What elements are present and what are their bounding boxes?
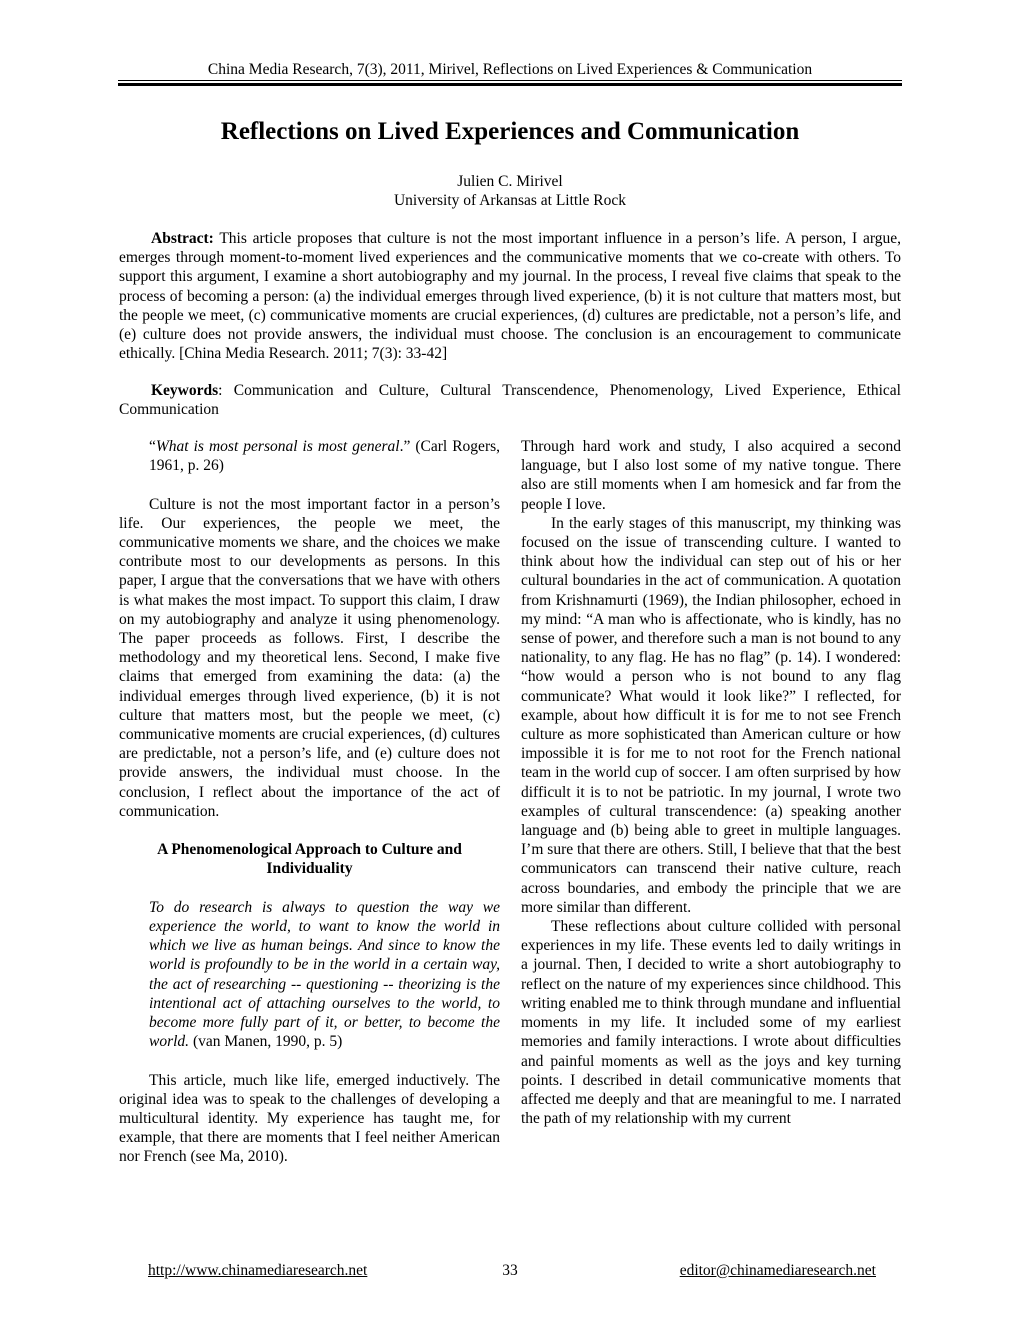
intro-paragraph: Culture is not the most important factor in a person’s life. Our experiences, the people we meet, the communicative moments we share, and the choices we make contribute most to our developments as persons. In this paper, I argue that the conversations that we have with others is what makes the most impact. To support this claim, I draw on my autobiography and analyze it using phenomenology. The paper proceeds as follows. First, I describe the methodology and my theoretical lens. Second, I make five claims that emerged from examining the data: (a) the individual emerges through lived experience, (b) it is not culture that matters most, but the people we meet, (c) communicative moments are crucial experiences, (d) cultures are predictable, not a person’s life, and (e) culture does not provide answers, the individual must choose. In the conclusion, I reflect about the importance of the act of communication.	[119, 495, 500, 820]
block-quote-citation: (van Manen, 1990, p. 5)	[189, 1033, 343, 1051]
left-column	[119, 437, 500, 1167]
epigraph-open-quote: “	[149, 438, 156, 455]
block-quote	[119, 898, 500, 1052]
body-paragraph-transcending: In the early stages of this manuscript, my thinking was focused on the issue of transcending culture. I wanted to think about how the individual can step out of his or her cultural boundaries in the act of communication. A quotation from Krishnamurti (1969), the Indian philosopher, echoed in my mind: “A man who is affectionate, who is kindly, has no sense of power, and therefore such a man is not bound to any nationality, to any flag. He has no flag” (p. 14). I wondered: “how would a person who is not bound to any flag communicate? What would it look like?” I reflected, for example, about how difficult it is for me to not see French culture as more sophisticated than American culture or how impossible it is for me to not root for the French national team in the world cup of soccer. I am often surprised by how difficult it is to not be patriotic. In my journal, I wrote two examples of cultural transcendence: (a) speaking another language and (b) being able to greet in multiple languages. I’m sure that there are others. Still, I believe that that the best communicators can transcend their native culture, reach across boundaries, and embody the principle that we are more similar than different.	[521, 514, 901, 916]
section-heading: A Phenomenological Approach to Culture and Individuality	[157, 841, 462, 878]
header-rule-thick	[118, 83, 902, 86]
footer-website-link[interactable]: http://www.chinamediaresearch.net	[148, 1262, 368, 1279]
epigraph-quote: What is most personal is most general	[155, 438, 400, 455]
author-affiliation: University of Arkansas at Little Rock	[393, 192, 627, 209]
epigraph	[119, 437, 500, 475]
block-quote-text: To do research is always to question the way we experience the world, to want to know the world in which we live as human beings. And since to know the world is profoundly to be in the world in a certain way, the act of researching -- questioning -- theorizing is the intentional act of attaching ourselves to the world, to become more fully part of it, or better, to become the world.	[149, 898, 500, 1051]
author-block	[118, 172, 902, 210]
author-name: Julien C. Mirivel	[457, 173, 563, 190]
keywords-text: : Communication and Culture, Cultural Transcendence, Phenomenology, Lived Experience, Ethical Communication	[119, 382, 901, 419]
body-paragraph-continued: Through hard work and study, I also acquired a second language, but I also lost some of my native tongue. There also are still moments when I am homesick and far from the people I love.	[521, 438, 901, 513]
running-header: China Media Research, 7(3), 2011, Mirivel, Reflections on Lived Experiences & Communication	[207, 61, 813, 78]
header-rule-thin	[118, 80, 902, 81]
keywords-label: Keywords	[151, 382, 219, 399]
page-number: 33	[502, 1262, 518, 1279]
footer-email-link[interactable]: editor@chinamediaresearch.net	[679, 1262, 876, 1279]
abstract-label: Abstract:	[151, 230, 214, 247]
keywords	[119, 381, 901, 419]
body-paragraph-reflections: These reflections about culture collided with personal experiences in my life. These events led to daily writings in a journal. Then, I decided to write a short autobiography to reflect on the nature of my experiences since childhood. This writing enabled me to think through mundane and influential moments in my life. It included some of my earliest memories and family interactions. I wrote about difficulties and painful moments as well as the joys and key turning points. I described in detail communicative moments that affected me deeply and that are meaningful to me. I narrated the path of my relationship with my current	[521, 918, 901, 1128]
body-paragraph-inductive: This article, much like life, emerged inductively. The original idea was to speak to the challenges of developing a multicultural identity. My experience has taught me, for example, that there are moments that I feel neither American nor French (see Ma, 2010).	[119, 1071, 500, 1166]
article-title: Reflections on Lived Experiences and Communication	[220, 118, 800, 145]
abstract-text: This article proposes that culture is not the most important influence in a person’s life. A person, I argue, emerges through moment-to-moment lived experiences and the communicative moments that we co-create with others. To support this argument, I examine a short autobiography and my journal. In the process, I reveal five claims that speak to the process of becoming a person: (a) the individual emerges through lived experience, (b) it is not culture that matters most, but the people we meet, (c) communicative moments are crucial experiences, (d) cultures are predictable, not a person’s life, and (e) culture does not provide answers, the individual must choose. The conclusion is an encouragement to communicate ethically. [China Media Research. 2011; 7(3): 33-42]	[119, 230, 901, 363]
epigraph-citation: .” (Carl Rogers, 1961, p. 26)	[149, 438, 501, 475]
abstract	[119, 229, 901, 363]
right-column	[521, 437, 901, 1128]
